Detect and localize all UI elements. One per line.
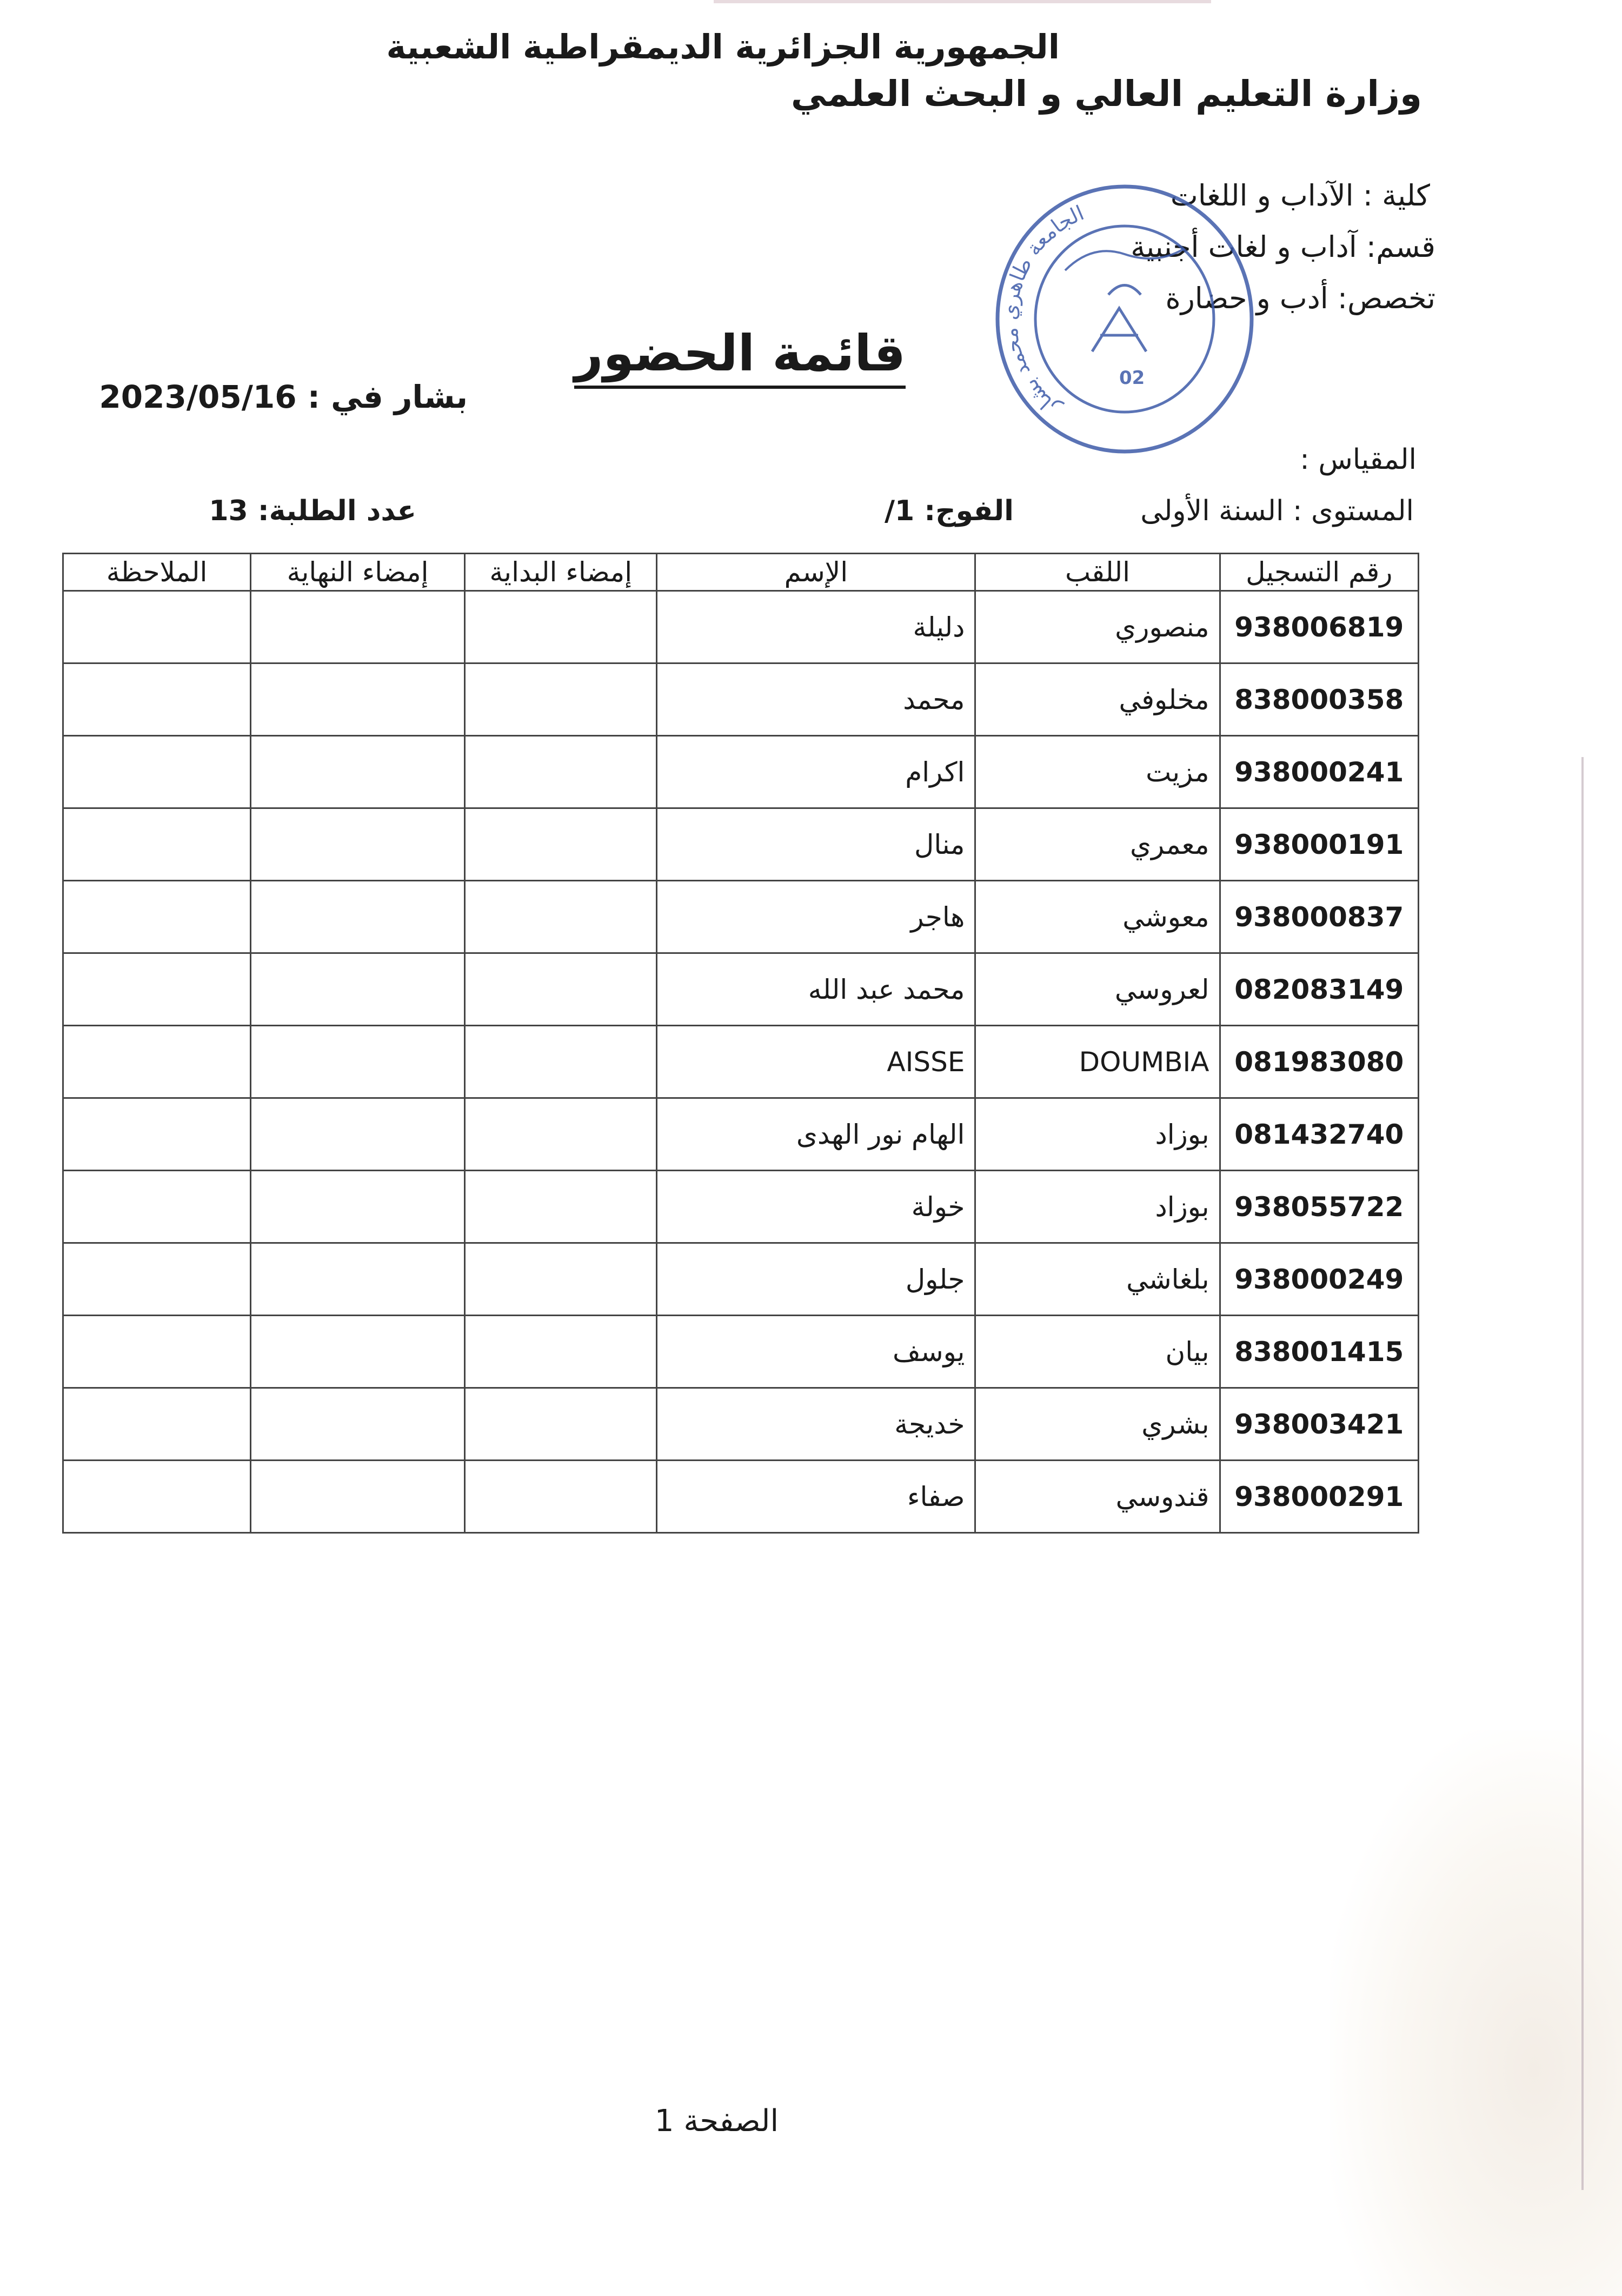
registration-number-cell: 938000191 bbox=[1220, 808, 1418, 881]
end-signature-cell bbox=[251, 591, 465, 663]
header-end-signature: إمضاء النهاية bbox=[251, 554, 465, 591]
end-signature-cell bbox=[251, 1171, 465, 1243]
document-title: قائمة الحضور bbox=[574, 324, 906, 389]
table-row bbox=[63, 953, 1419, 1026]
start-signature-cell bbox=[465, 881, 657, 953]
registration-number-cell: 838001415 bbox=[1220, 1316, 1418, 1388]
start-signature-cell bbox=[465, 1171, 657, 1243]
page-number: الصفحة 1 bbox=[654, 2103, 779, 2139]
table-row bbox=[63, 1388, 1419, 1461]
remarks-cell bbox=[63, 1098, 251, 1171]
table-row bbox=[63, 881, 1419, 953]
remarks-cell bbox=[63, 1243, 251, 1316]
end-signature-cell bbox=[251, 881, 465, 953]
table-header-row bbox=[63, 554, 1419, 591]
first-name-cell: الهام نور الهدى bbox=[657, 1098, 975, 1171]
official-stamp bbox=[984, 173, 1265, 465]
first-name-cell: دليلة bbox=[657, 591, 975, 663]
stamp-text: الجامعة طاهري محمد بشار bbox=[998, 201, 1088, 422]
table-row bbox=[63, 808, 1419, 881]
end-signature-cell bbox=[251, 736, 465, 808]
registration-number-cell: 938000291 bbox=[1220, 1461, 1418, 1533]
svg-text:الجامعة طاهري محمد بشار bbox=[998, 201, 1087, 422]
start-signature-cell bbox=[465, 1316, 657, 1388]
registration-number-cell: 081983080 bbox=[1220, 1026, 1418, 1098]
country-heading: الجمهورية الجزائرية الديمقراطية الشعبية bbox=[386, 27, 1060, 67]
group-value: 1/ bbox=[885, 495, 915, 527]
registration-number-cell: 938000241 bbox=[1220, 736, 1418, 808]
department-line: قسم: آداب و لغات أجنبية bbox=[1131, 230, 1435, 264]
first-name-cell: صفاء bbox=[657, 1461, 975, 1533]
student-count-value: 13 bbox=[209, 495, 248, 527]
header-remarks: الملاحظة bbox=[63, 554, 251, 591]
svg-text:02: 02 bbox=[1119, 367, 1145, 389]
header-start-signature: إمضاء البداية bbox=[465, 554, 657, 591]
first-name-cell: محمد عبد الله bbox=[657, 953, 975, 1026]
registration-number-cell: 938055722 bbox=[1220, 1171, 1418, 1243]
attendance-table bbox=[62, 553, 1419, 1534]
start-signature-cell bbox=[465, 663, 657, 736]
registration-number-cell: 938003421 bbox=[1220, 1388, 1418, 1461]
remarks-cell bbox=[63, 1461, 251, 1533]
remarks-cell bbox=[63, 1026, 251, 1098]
scan-edge-line bbox=[1581, 757, 1584, 2190]
registration-number-cell: 082083149 bbox=[1220, 953, 1418, 1026]
first-name-cell: يوسف bbox=[657, 1316, 975, 1388]
start-signature-cell bbox=[465, 1461, 657, 1533]
start-signature-cell bbox=[465, 1388, 657, 1461]
table-row bbox=[63, 1461, 1419, 1533]
start-signature-cell bbox=[465, 1243, 657, 1316]
end-signature-cell bbox=[251, 1243, 465, 1316]
remarks-cell bbox=[63, 808, 251, 881]
group-label: الفوج: bbox=[924, 495, 1014, 527]
registration-number-cell: 081432740 bbox=[1220, 1098, 1418, 1171]
end-signature-cell bbox=[251, 1388, 465, 1461]
specialty-line: تخصص: أدب و حضارة bbox=[1165, 281, 1435, 315]
last-name-cell: مزيت bbox=[975, 736, 1220, 808]
remarks-cell bbox=[63, 881, 251, 953]
remarks-cell bbox=[63, 1388, 251, 1461]
registration-number-cell: 938006819 bbox=[1220, 591, 1418, 663]
start-signature-cell bbox=[465, 808, 657, 881]
ministry-heading: وزارة التعليم العالي و البحث العلمي bbox=[790, 73, 1422, 115]
faculty-line: كلية : الآداب و اللغات bbox=[1170, 178, 1430, 213]
end-signature-cell bbox=[251, 1098, 465, 1171]
header-last-name: اللقب bbox=[975, 554, 1220, 591]
first-name-cell: خديجة bbox=[657, 1388, 975, 1461]
remarks-cell bbox=[63, 663, 251, 736]
registration-number-cell: 938000837 bbox=[1220, 881, 1418, 953]
date-line bbox=[99, 379, 468, 415]
student-count-line bbox=[209, 495, 416, 527]
end-signature-cell bbox=[251, 953, 465, 1026]
table-row bbox=[63, 1098, 1419, 1171]
last-name-cell: بوزاد bbox=[975, 1098, 1220, 1171]
last-name-cell: معمري bbox=[975, 808, 1220, 881]
start-signature-cell bbox=[465, 1098, 657, 1171]
table-row bbox=[63, 1171, 1419, 1243]
scan-artifact-top bbox=[714, 0, 1211, 3]
end-signature-cell bbox=[251, 1316, 465, 1388]
last-name-cell: مخلوفي bbox=[975, 663, 1220, 736]
table-row bbox=[63, 1243, 1419, 1316]
remarks-cell bbox=[63, 1316, 251, 1388]
end-signature-cell bbox=[251, 1026, 465, 1098]
table-row bbox=[63, 1316, 1419, 1388]
table-row bbox=[63, 1026, 1419, 1098]
registration-number-cell: 838000358 bbox=[1220, 663, 1418, 736]
start-signature-cell bbox=[465, 736, 657, 808]
first-name-cell: منال bbox=[657, 808, 975, 881]
table-row bbox=[63, 736, 1419, 808]
remarks-cell bbox=[63, 953, 251, 1026]
start-signature-cell bbox=[465, 591, 657, 663]
first-name-cell: هاجر bbox=[657, 881, 975, 953]
first-name-cell: محمد bbox=[657, 663, 975, 736]
last-name-cell: DOUMBIA bbox=[975, 1026, 1220, 1098]
start-signature-cell bbox=[465, 953, 657, 1026]
end-signature-cell bbox=[251, 663, 465, 736]
remarks-cell bbox=[63, 736, 251, 808]
header-first-name: الإسم bbox=[657, 554, 975, 591]
date-value: 2023/05/16 bbox=[99, 379, 297, 415]
last-name-cell: بيان bbox=[975, 1316, 1220, 1388]
first-name-cell: AISSE bbox=[657, 1026, 975, 1098]
end-signature-cell bbox=[251, 808, 465, 881]
header-registration-number: رقم التسجيل bbox=[1220, 554, 1418, 591]
registration-number-cell: 938000249 bbox=[1220, 1243, 1418, 1316]
paper-stain bbox=[1330, 1730, 1622, 2296]
last-name-cell: معوشي bbox=[975, 881, 1220, 953]
last-name-cell: بشري bbox=[975, 1388, 1220, 1461]
last-name-cell: قندوسي bbox=[975, 1461, 1220, 1533]
last-name-cell: بوزاد bbox=[975, 1171, 1220, 1243]
first-name-cell: اكرام bbox=[657, 736, 975, 808]
first-name-cell: جلول bbox=[657, 1243, 975, 1316]
last-name-cell: لعروسي bbox=[975, 953, 1220, 1026]
first-name-cell: خولة bbox=[657, 1171, 975, 1243]
table-row bbox=[63, 591, 1419, 663]
date-label: بشار في : bbox=[307, 379, 468, 415]
group-line bbox=[885, 495, 1014, 527]
last-name-cell: بلغاشي bbox=[975, 1243, 1220, 1316]
level-line: المستوى : السنة الأولى bbox=[1140, 495, 1414, 527]
module-label: المقياس : bbox=[1300, 443, 1417, 476]
student-count-label: عدد الطلبة: bbox=[257, 495, 416, 527]
remarks-cell bbox=[63, 1171, 251, 1243]
remarks-cell bbox=[63, 591, 251, 663]
start-signature-cell bbox=[465, 1026, 657, 1098]
table-row bbox=[63, 663, 1419, 736]
last-name-cell: منصوري bbox=[975, 591, 1220, 663]
end-signature-cell bbox=[251, 1461, 465, 1533]
